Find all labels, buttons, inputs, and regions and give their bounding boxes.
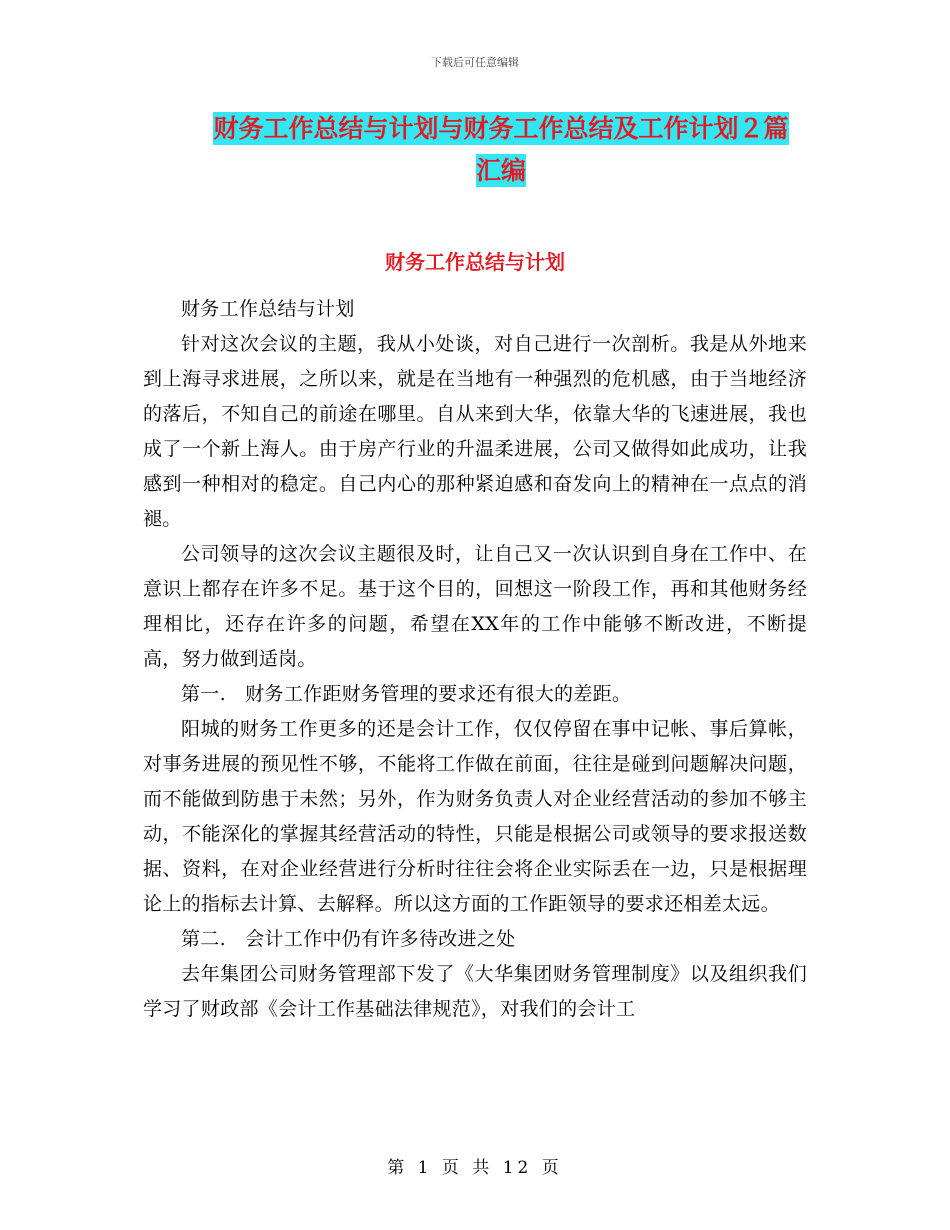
page-number-footer: 第 1 页 共 12 页 xyxy=(387,1158,563,1178)
paragraph: 第二. 会计工作中仍有许多待改进之处 xyxy=(181,928,516,950)
paragraph: 财务工作总结与计划 xyxy=(181,298,355,320)
document-body xyxy=(143,292,807,1027)
paragraph: 第一. 财务工作距财务管理的要求还有很大的差距。 xyxy=(181,683,632,705)
document-title-line-2: 汇编 xyxy=(475,156,526,185)
document-title xyxy=(196,108,806,192)
paragraph: 公司领导的这次会议主题很及时，让自己又一次认识到自身在工作中、在意识上都存在许多不足。基于这个目的，回想这一阶段工作，再和其他财务经理相比，还存在许多的问题，希望在XX年的工作中能够不断改进，不断提高，努力做到适岗。 xyxy=(143,543,807,670)
section-title: 财务工作总结与计划 xyxy=(385,250,565,274)
paragraph: 去年集团公司财务管理部下发了《大华集团财务管理制度》以及组织我们学习了财政部《会计工作基础法律规范》，对我们的会计工 xyxy=(143,963,807,1020)
paragraph: 针对这次会议的主题，我从小处谈，对自己进行一次剖析。我是从外地来到上海寻求进展，之所以来，就是在当地有一种强烈的危机感，由于当地经济的落后，不知自己的前途在哪里。自从来到大华，依靠大华的飞速进展，我也成了一个新上海人。由于房产行业的升温柔进展，公司又做得如此成功，让我感到一种相对的稳定。自己内心的那种紧迫感和奋发向上的精神在一点点的消褪。 xyxy=(143,333,807,530)
header-note: 下载后可任意编辑 xyxy=(431,56,519,69)
document-title-line-1: 财务工作总结与计划与财务工作总结及工作计划２篇 xyxy=(213,114,789,143)
paragraph: 阳城的财务工作更多的还是会计工作，仅仅停留在事中记帐、事后算帐，对事务进展的预见性不够，不能将工作做在前面，往往是碰到问题解决问题，而不能做到防患于未然；另外，作为财务负责人对企业经营活动的参加不够主动，不能深化的掌握其经营活动的特性，只能是根据公司或领导的要求报送数据、资料，在对企业经营进行分析时往往会将企业实际丢在一边，只是根据理论上的指标去计算、去解释。所以这方面的工作距领导的要求还相差太远。 xyxy=(143,718,807,915)
